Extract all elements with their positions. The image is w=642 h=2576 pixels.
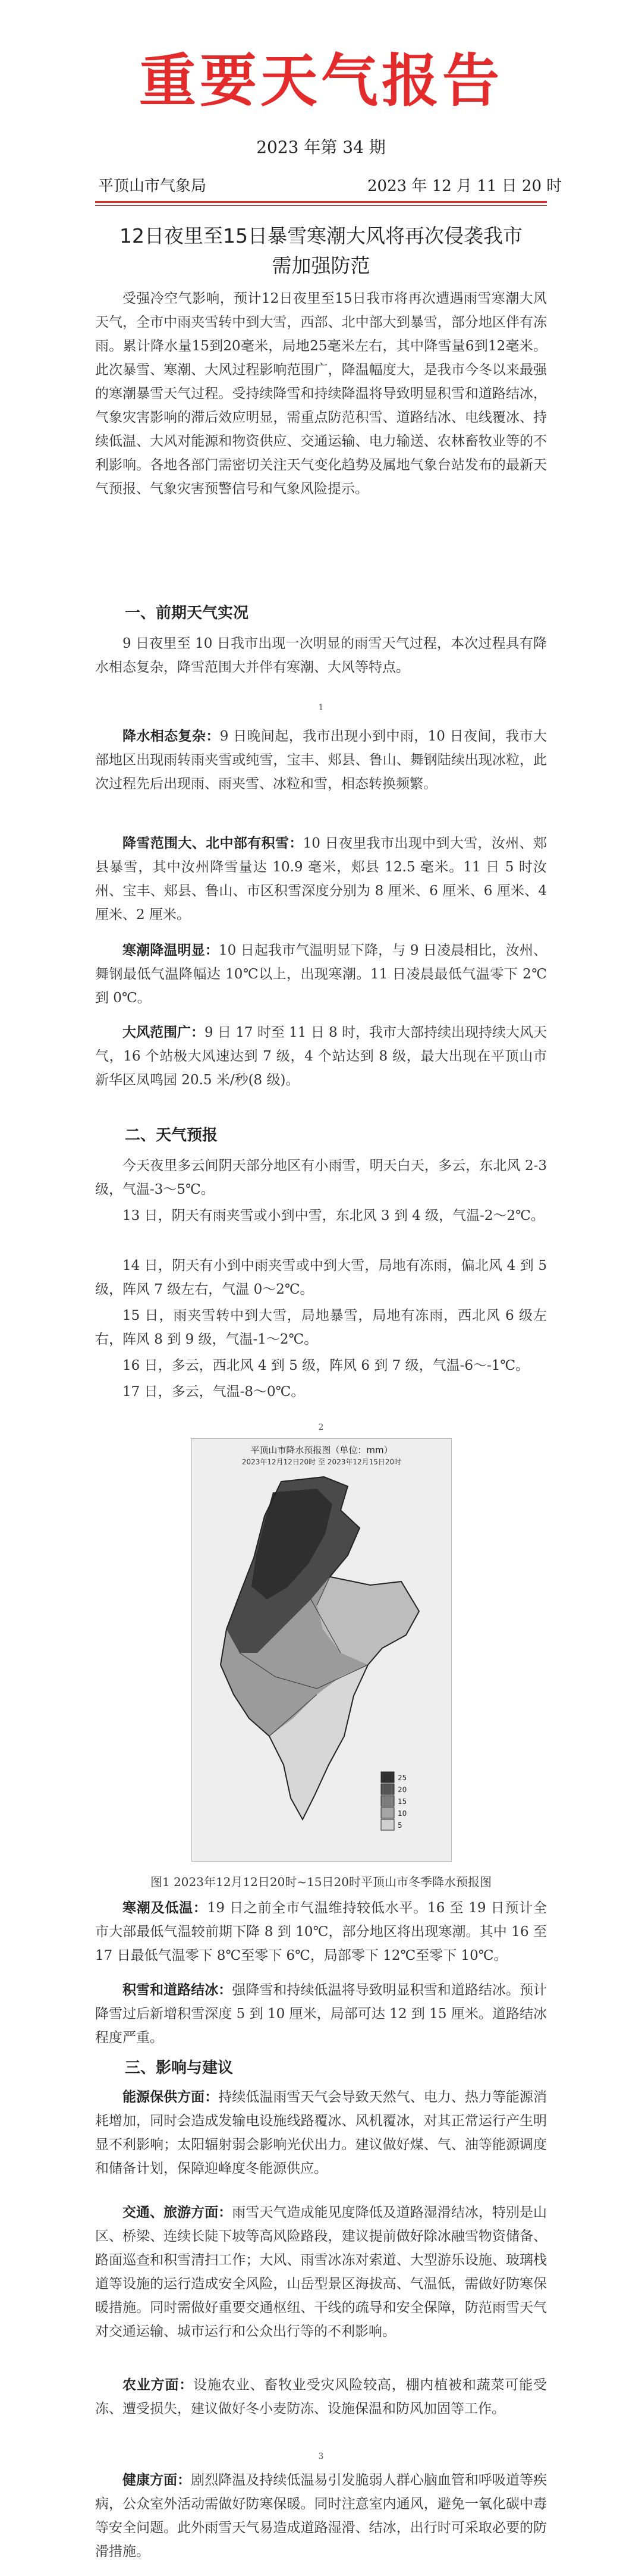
impact-item-text: 雨雪天气造成能见度降低及道路湿滑结冰，特别是山区、桥梁、连续长陡下坡等高风险路段，建议提前做好除冰融雪物资储备、路面巡查和积雪清扫工作；大风、雨雪冰冻对索道、大型游乐设施、玻璃栈道等设施的运行造成安全风险，山岳型景区海拔高、气温低，需做好防寒保暖措施。同时需做好重要交通枢纽、干线的疏导和安全保障，防范雨雪天气对交通运输、城市运行和公众出行等的不利影响。 — [95, 2205, 547, 2339]
issue-number: 2023 年第 34 期 — [256, 137, 386, 157]
section-heading-observations: 一、前期天气实况 — [125, 604, 249, 622]
map-svg — [192, 1439, 451, 1861]
page-number: 3 — [318, 2452, 324, 2461]
forecast-item-text: 19 日之前全市气温维持较低水平。16 至 19 日预计全市大部最低气温较前期下降 8 到 10℃，部分地区将出现寒潮。其中 16 至 17 日最低气温零下 8℃至零下 6℃，局部零下 12℃至零下 10℃。 — [95, 1900, 547, 1963]
section-heading-forecast: 二、天气预报 — [125, 1127, 218, 1144]
observations-overview: 9 日夜里至 10 日我市出现一次明显的雨雪天气过程，本次过程具有降水相态复杂，降雪范围大并伴有寒潮、大风等特点。 — [95, 636, 547, 675]
obs-item-label: 大风范围广： — [122, 1025, 205, 1040]
impact-item-text: 持续低温雨雪天气会导致天然气、电力、热力等能源消耗增加，同时会造成发输电设施线路覆冰、风机覆冰，对其正常运行产生明显不利影响；太阳辐射弱会影响光伏出力。建议做好煤、气、油等能源调度和储备计划，保障迎峰度冬能源供应。 — [95, 2089, 547, 2176]
legend-label: 10 — [398, 1809, 407, 1818]
document-headline: 12日夜里至15日暴雪寒潮大风将再次侵袭我市需加强防范 — [119, 224, 523, 277]
forecast-day: 16 日，多云，西北风 4 到 5 级，阵风 6 到 7 级，气温-6～-1℃。 — [122, 1358, 530, 1373]
obs-item-label: 降雪范围大、北中部有积雪： — [122, 836, 303, 851]
legend-swatch — [381, 1772, 394, 1783]
forecast-item-text: 强降雪和持续低温将导致明显积雪和道路结冰。预计降雪过后新增积雪深度 5 到 10 厘米，局部可达 12 到 15 厘米。道路结冰程度严重。 — [95, 1982, 547, 2045]
forecast-day: 14 日，阴天有小到中雨夹雪或中到大雪，局地有冻雨，偏北风 4 到 5 级，阵风 7 级左右，气温 0～2℃。 — [95, 1258, 547, 1297]
impact-health — [95, 2468, 547, 2564]
legend-swatch — [381, 1808, 394, 1818]
obs-item-label: 寒潮降温明显： — [122, 943, 219, 958]
legend-label: 25 — [398, 1774, 407, 1782]
obs-item-label: 降水相态复杂： — [122, 729, 220, 744]
map-period: 2023年12月12日20时 至 2023年12月15日20时 — [241, 1458, 402, 1466]
header-divider-thick — [95, 201, 547, 203]
impact-transport — [95, 2201, 547, 2343]
obs-item-snow-range — [95, 832, 547, 927]
impact-item-label: 农业方面： — [122, 2377, 194, 2393]
legend-swatch — [381, 1784, 394, 1794]
legend-swatch — [381, 1796, 394, 1806]
issuing-agency: 平顶山市气象局 — [98, 177, 207, 195]
obs-item-precip-phase — [95, 724, 547, 796]
obs-item-text: 9 日 17 时至 11 日 8 时，我市大部持续出现持续大风天气，16 个站极大风速达到 7 级，4 个站达到 8 级，最大出现在平顶山市新华区凤鸣园 20.5 米/秒(8 级)。 — [95, 1025, 547, 1088]
forecast-item-label: 积雪和道路结冰： — [122, 1982, 232, 1998]
obs-item-text: 10 日起我市气温明显下降，与 9 日凌晨相比，汝州、舞钢最低气温降幅达 10℃以上，出现寒潮。11 日凌晨最低气温零下 2℃到 0℃。 — [95, 943, 547, 1006]
impact-item-label: 交通、旅游方面： — [122, 2205, 232, 2220]
intro-paragraph: 受强冷空气影响，预计12日夜里至15日我市将再次遭遇雨雪寒潮大风天气，全市中雨夹雪转中到大雪，西部、北中部大到暴雪，部分地区伴有冻雨。累计降水量15到20毫米，局地25毫米左右，其中降雪量6到12毫米。此次暴雪、寒潮、大风过程影响范围广，降温幅度大，是我市今冬以来最强的寒潮暴雪天气过程。受持续降雪和持续降温将导致明显积雪和道路结冰，气象灾害影响的滞后效应明显，需重点防范积雪、道路结冰、电线覆冰、持续低温、大风对能源和物资供应、交通运输、电力输送、农林畜牧业等的不利影响。各地各部门需密切关注天气变化趋势及属地气象台站发布的最新天气预报、气象灾害预警信号和气象风险提示。 — [95, 291, 547, 497]
header-divider-thin — [95, 205, 547, 206]
impact-item-label: 健康方面： — [122, 2473, 191, 2488]
obs-item-text: 9 日晚间起，我市出现小到中雨，10 日夜间，我市大部地区出现雨转雨夹雪或纯雪，宝丰、郏县、鲁山、舞钢陆续出现冰粒，此次过程先后出现雨、雨夹雪、冰粒和雪，相态转换频繁。 — [95, 729, 547, 792]
impact-agriculture — [95, 2373, 547, 2421]
legend-label: 5 — [398, 1821, 402, 1830]
legend-swatch — [381, 1819, 394, 1830]
forecast-day: 今天夜里多云间阴天部分地区有小雨雪，明天白天，多云，东北风 2-3 级，气温-3～5℃。 — [95, 1158, 547, 1197]
legend-label: 20 — [398, 1786, 407, 1794]
page-number: 1 — [318, 703, 324, 713]
forecast-item-label: 寒潮及低温： — [122, 1900, 207, 1916]
section-heading-impacts: 三、影响与建议 — [125, 2059, 234, 2077]
precipitation-forecast-map — [191, 1438, 452, 1862]
obs-item-text: 10 日夜里我市出现中到大雪，汝州、郏县暴雪，其中汝州降雪量达 10.9 毫米，郏县 12.5 毫米。11 日 5 时汝州、宝丰、郏县、鲁山、市区积雪深度分别为 8 厘米、6 厘米、6 厘米、4 厘米、2 厘米。 — [95, 836, 547, 923]
impact-item-label: 能源保供方面： — [122, 2089, 219, 2105]
forecast-day: 17 日，多云，气温-8～0℃。 — [122, 1384, 305, 1400]
impact-item-text: 剧烈降温及持续低温易引发脆弱人群心脑血管和呼吸道等疾病，公众室外活动需做好防寒保暖。同时注意室内通风，避免一氧化碳中毒等安全问题。此外雨雪天气易造成道路湿滑、结冰，出行时可采取必要的防滑措施。 — [95, 2473, 547, 2559]
obs-item-cold-wave — [95, 939, 547, 1010]
legend-label: 15 — [398, 1797, 407, 1806]
forecast-day: 15 日，雨夹雪转中到大雪，局地暴雪，局地有冻雨，西北风 6 级左右，阵风 8 到 9 级，气温-1～2℃。 — [95, 1308, 547, 1347]
map-caption: 图1 2023年12月12日20时~15日20时平顶山市冬季降水预报图 — [150, 1875, 492, 1889]
forecast-day: 13 日，阴天有雨夹雪或小到中雪，东北风 3 到 4 级，气温-2～2℃。 — [122, 1208, 545, 1223]
impact-item-text: 设施农业、畜牧业受灾风险较高，棚内植被和蔬菜可能受冻、遭受损失，建议做好冬小麦防冻、设施保温和防风加固等工作。 — [95, 2377, 547, 2417]
map-legend — [381, 1772, 407, 1830]
forecast-cold-wave — [95, 1896, 547, 1968]
page-number: 2 — [318, 1423, 324, 1432]
report-title: 重要天气报告 — [139, 48, 503, 114]
map-title: 平顶山市降水预报图（单位：mm） — [250, 1445, 393, 1455]
forecast-road-icing — [95, 1978, 547, 2050]
issue-datetime: 2023 年 12 月 11 日 20 时 — [367, 177, 562, 195]
obs-item-wind — [95, 1021, 547, 1092]
impact-energy — [95, 2085, 547, 2180]
